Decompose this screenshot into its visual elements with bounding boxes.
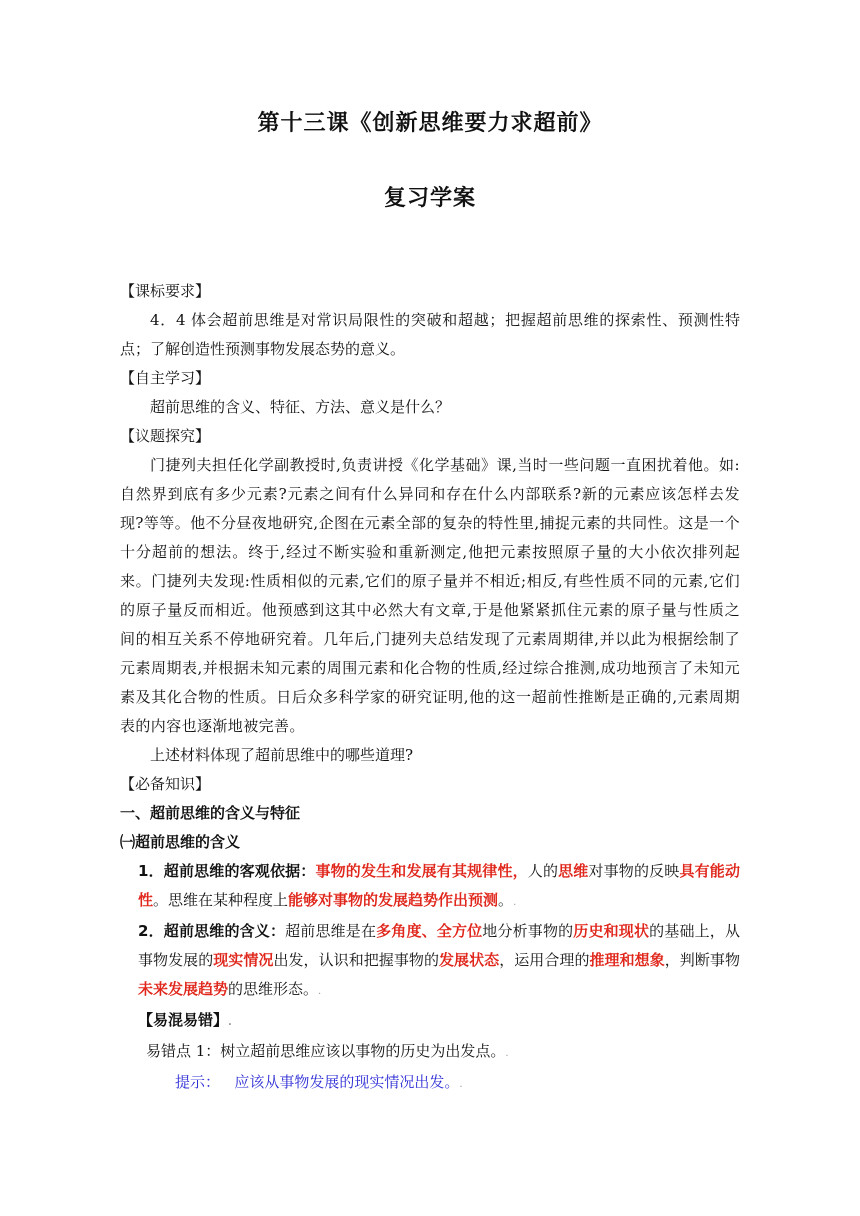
item2-red4: 发展状态 (439, 951, 500, 969)
item2-text1: 超前思维是在 (285, 922, 377, 940)
item2-red6: 未来发展趋势 (138, 980, 229, 998)
item2-text5: ，运用合理的 (499, 951, 590, 969)
item2-red1: 多角度、全方位 (376, 922, 483, 940)
item2-text6: ，判断事物 (664, 951, 740, 969)
para-mark: . (459, 1079, 463, 1090)
standard-text: 4．4 体会超前思维是对常识局限性的突破和超越；把握超前思维的探索性、预测性特点；了解创造性预测事物发展态势的意义。 (120, 311, 740, 358)
para-mark: . (228, 1017, 232, 1028)
item2-red2: 历史和现状 (573, 922, 650, 940)
explore-question: 上述材料体现了超前思维中的哪些道理? (150, 746, 414, 764)
item2-text2: 地分析事物的 (482, 922, 574, 940)
item2-text3: 的基础上，从事物发展的 (138, 922, 740, 969)
item1-num: 1． (138, 862, 164, 880)
item1-red1: 事物的发生和发展有其规律性， (315, 862, 528, 880)
item2-text7: 的思维形态。 (228, 980, 319, 998)
item2-paragraph (120, 917, 740, 1006)
item1-text1: 人的 (527, 862, 559, 880)
explore-material: 门捷列夫担任化学副教授时,负责讲授《化学基础》课,当时一些问题一直困扰着他。如:自然界到底有多少元素?元素之间有什么异同和存在什么内部联系?新的元素应该怎样去发现?等等。他不分昼夜地研究,企图在元素全部的复杂的特性里,捕捉元素的共同性。这是一个十分超前的想法。终于,经过不断实验和重新测定,他把元素按照原子量的大小依次排列起来。门捷列夫发现:性质相似的元素,它们的原子量并不相近;相反,有些性质不同的元素,它们的原子量反而相近。他预感到这其中必然大有文章,于是他紧紧抓住元素的原子量与性质之间的相互关系不停地研究着。几年后,门捷列夫总结发现了元素周期律,并以此为根据绘制了元素周期表,并根据未知元素的周围元素和化合物的性质,经过综合推测,成功地预言了未知元素及其化合物的性质。日后众多科学家的研究证明,他的这一超前性推断是正确的,元素周期表的内容也逐渐地被完善。 (120, 456, 740, 735)
item1-red2: 思维 (558, 862, 589, 880)
item2-text4: 出发，认识和把握事物的 (273, 951, 439, 969)
self-study-heading: 【自主学习】 (120, 369, 211, 387)
item2-label: 超前思维的含义： (163, 922, 286, 940)
item2-red5: 推理和想象 (589, 951, 665, 969)
error-point-text: 易错点 1：树立超前思维应该以事物的历史为出发点。 (146, 1042, 506, 1060)
item1-paragraph (120, 857, 740, 917)
explore-heading: 【议题探究】 (120, 427, 211, 445)
item2-num: 2． (138, 922, 164, 940)
para-mark: . (513, 897, 517, 908)
lesson-subtitle: 复习学案 (383, 186, 476, 211)
error-point (120, 1037, 740, 1068)
sub1-heading: ㈠超前思维的含义 (120, 833, 241, 851)
hint-label: 提示： (175, 1073, 221, 1091)
item1-red4: 能够对事物的发展趋势作出预测 (288, 891, 499, 909)
confuse-heading (120, 1006, 740, 1037)
knowledge-heading: 【必备知识】 (120, 775, 211, 793)
standard-heading: 【课标要求】 (120, 282, 211, 300)
part1-heading: 一、超前思维的含义与特征 (120, 804, 301, 822)
item1-text3: 。思维在某种程度上 (153, 891, 289, 909)
para-mark: . (505, 1048, 509, 1059)
document-body (120, 277, 740, 1099)
item1-text2: 对事物的反映 (588, 862, 680, 880)
hint-line (120, 1068, 740, 1099)
item1-label: 超前思维的客观依据： (163, 862, 316, 880)
item1-text4: 。 (498, 891, 514, 909)
hint-text: 应该从事物发展的现实情况出发。 (234, 1073, 460, 1091)
item1-red3: 具有能动性 (138, 862, 740, 909)
self-study-text: 超前思维的含义、特征、方法、意义是什么？ (150, 398, 451, 416)
para-mark: . (318, 986, 322, 997)
lesson-title: 第十三课《创新思维要力求超前》 (257, 111, 603, 136)
item2-red3: 现实情况 (213, 951, 274, 969)
confuse-heading-text: 【易混易错】 (138, 1011, 229, 1029)
